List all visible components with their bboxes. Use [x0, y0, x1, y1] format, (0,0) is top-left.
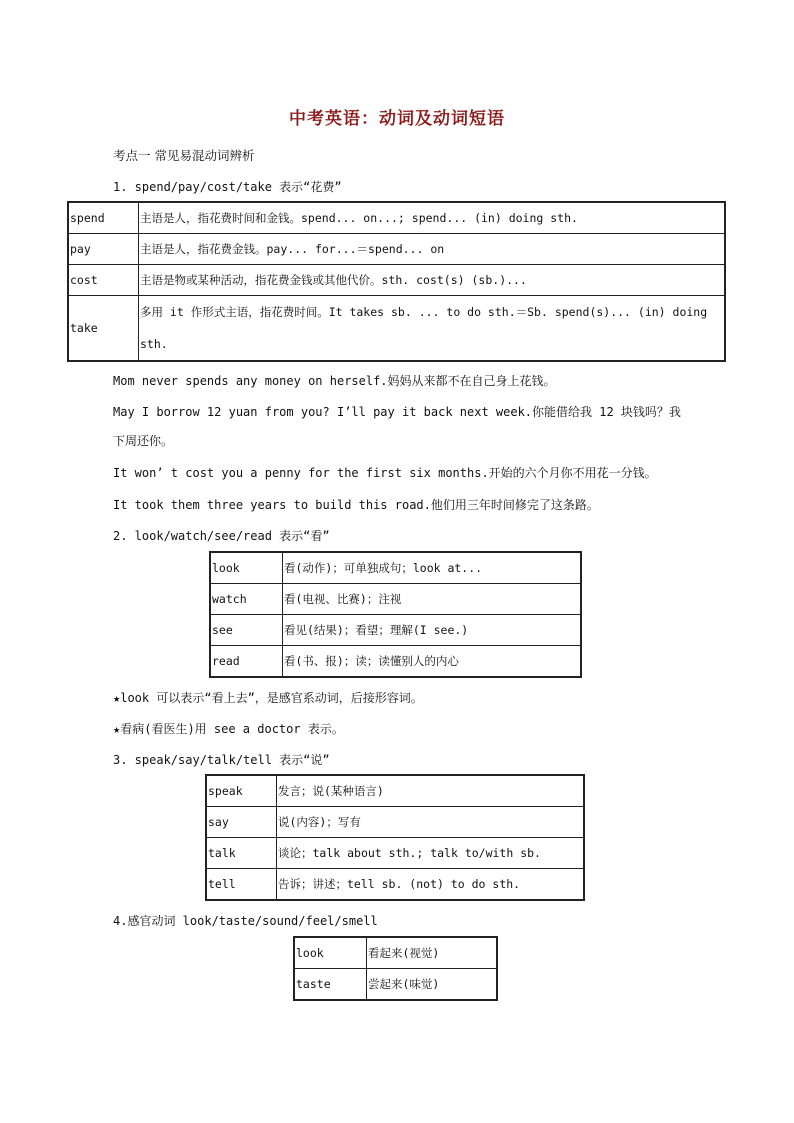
table-cell-desc: 看(动作)；可单独成句；look at... — [283, 552, 582, 584]
table-cell-desc: 谈论；talk about sth.; talk to/with sb. — [277, 838, 585, 869]
table-cell-desc: 发言；说(某种语言) — [277, 775, 585, 807]
table-cell-word: spend — [68, 202, 139, 234]
table-cell-desc: 尝起来(味觉) — [367, 969, 498, 1001]
table-cell-word: read — [210, 646, 283, 678]
table-row — [206, 869, 584, 901]
table-cell-desc: 主语是物或某种活动，指花费金钱或其他代价。sth. cost(s) (sb.)... — [139, 265, 726, 296]
table-row — [68, 234, 725, 265]
table-cell-word: take — [68, 296, 139, 362]
table-cell-word: look — [294, 937, 367, 969]
table-cell-word: cost — [68, 265, 139, 296]
table-row — [206, 807, 584, 838]
table-cell-word: tell — [206, 869, 277, 901]
section-heading: 考点一 常见易混动词辨析 — [113, 148, 255, 163]
note-line: ★看病(看医生)用 see a doctor 表示。 — [113, 722, 344, 736]
example-sentence: 下周还你。 — [113, 434, 174, 448]
table-row — [210, 646, 581, 678]
subsection-heading-1: 1. spend/pay/cost/take 表示“花费” — [113, 180, 342, 194]
table-cell-desc: 多用 it 作形式主语，指花费时间。It takes sb. ... to do sth.＝Sb. spend(s)... (in) doing sth. — [139, 296, 726, 362]
table-cell-word: say — [206, 807, 277, 838]
table-row — [68, 296, 725, 362]
subsection-heading-2: 2. look/watch/see/read 表示“看” — [113, 529, 330, 543]
table-row — [210, 615, 581, 646]
table-cell-word: talk — [206, 838, 277, 869]
table-cell-word: watch — [210, 584, 283, 615]
example-sentence: May I borrow 12 yuan from you? I’ll pay it back next week.你能借给我 12 块钱吗？我 — [113, 405, 681, 419]
page-title: 中考英语：动词及动词短语 — [289, 109, 505, 129]
sense-verbs-table — [293, 936, 498, 1001]
table-cell-desc: 主语是人，指花费金钱。pay... for...＝spend... on — [139, 234, 726, 265]
table-cell-word: look — [210, 552, 283, 584]
table-cell-word: speak — [206, 775, 277, 807]
table-row — [210, 584, 581, 615]
example-sentence: It won’ t cost you a penny for the first six months.开始的六个月你不用花一分钱。 — [113, 466, 657, 480]
table-cell-desc: 告诉；讲述；tell sb. (not) to do sth. — [277, 869, 585, 901]
table-row — [68, 202, 725, 234]
subsection-heading-4: 4.感官动词 look/taste/sound/feel/smell — [113, 914, 378, 928]
look-watch-see-read-table — [209, 551, 582, 678]
table-cell-desc: 主语是人，指花费时间和金钱。spend... on...; spend... (in) doing sth. — [139, 202, 726, 234]
note-line: ★look 可以表示“看上去”，是感官系动词，后接形容词。 — [113, 691, 423, 705]
table-cell-word: pay — [68, 234, 139, 265]
table-cell-word: taste — [294, 969, 367, 1001]
table-row — [68, 265, 725, 296]
table-cell-desc: 看(电视、比赛)；注视 — [283, 584, 582, 615]
table-cell-desc: 看(书、报)；读；读懂别人的内心 — [283, 646, 582, 678]
table-cell-desc: 看起来(视觉) — [367, 937, 498, 969]
table-row — [206, 775, 584, 807]
table-cell-desc: 说(内容)；写有 — [277, 807, 585, 838]
table-row — [294, 969, 497, 1001]
spend-pay-cost-take-table — [67, 201, 726, 362]
table-row — [210, 552, 581, 584]
table-row — [294, 937, 497, 969]
example-sentence: It took them three years to build this road.他们用三年时间修完了这条路。 — [113, 498, 599, 512]
speak-say-talk-tell-table — [205, 774, 585, 901]
subsection-heading-3: 3. speak/say/talk/tell 表示“说” — [113, 753, 330, 767]
table-row — [206, 838, 584, 869]
table-cell-word: see — [210, 615, 283, 646]
table-cell-desc: 看见(结果)；看望；理解(I see.) — [283, 615, 582, 646]
example-sentence: Mom never spends any money on herself.妈妈从来都不在自己身上花钱。 — [113, 374, 556, 388]
